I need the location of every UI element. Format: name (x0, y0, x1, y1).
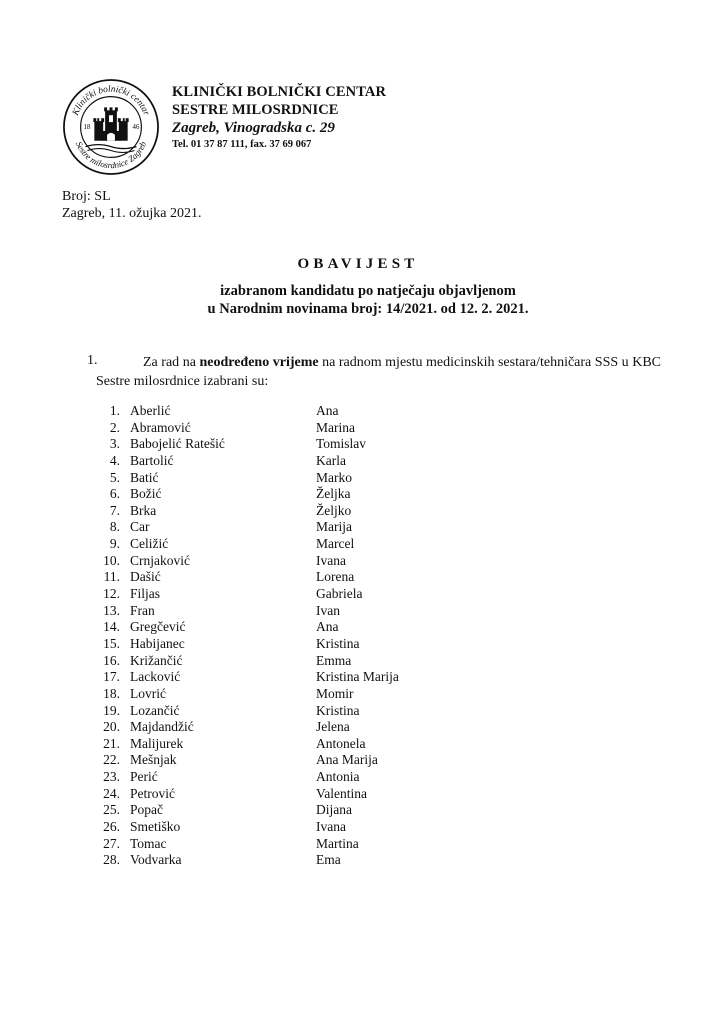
candidate-list (0, 403, 716, 869)
list-item (0, 436, 716, 453)
candidate-surname: Malijurek (130, 735, 184, 751)
candidate-surname: Lovrić (130, 685, 166, 701)
candidate-first-name: Jelena (316, 719, 350, 735)
list-item (0, 653, 716, 670)
candidate-number: 14. (103, 619, 120, 635)
candidate-first-name: Dijana (316, 802, 352, 818)
candidate-number: 8. (109, 519, 120, 535)
candidate-surname: Tomac (130, 835, 167, 851)
candidate-number: 3. (109, 436, 120, 452)
candidate-number: 21. (103, 735, 120, 751)
candidate-surname: Car (130, 519, 150, 535)
list-item (0, 586, 716, 603)
candidate-first-name: Momir (316, 685, 354, 701)
candidate-number: 26. (103, 819, 120, 835)
candidate-surname: Dašić (130, 569, 161, 585)
candidate-number: 13. (103, 602, 120, 618)
document-subtitle-line2: u Narodnim novinama broj: 14/2021. od 12. 2. 2021. (207, 301, 529, 317)
candidate-surname: Aberlić (130, 403, 171, 418)
list-item (0, 503, 716, 520)
candidate-number: 16. (103, 652, 120, 668)
candidate-first-name: Željko (316, 502, 352, 518)
candidate-surname: Filjas (130, 586, 161, 602)
list-item (0, 852, 716, 869)
candidate-surname: Habijanec (130, 635, 185, 651)
candidate-number: 6. (109, 486, 120, 502)
list-item (0, 453, 716, 470)
candidate-surname: Bartolić (130, 452, 174, 468)
candidate-first-name: Emma (316, 652, 352, 668)
candidate-surname: Popač (130, 802, 163, 818)
candidate-number: 27. (103, 835, 120, 851)
candidate-first-name: Lorena (316, 569, 355, 585)
candidate-surname: Gregčević (130, 619, 186, 635)
candidate-surname: Božić (130, 486, 162, 502)
candidate-first-name: Ivan (316, 602, 340, 618)
candidate-number: 17. (103, 669, 120, 685)
list-item (0, 403, 716, 420)
document-meta (62, 188, 201, 222)
list-item (0, 703, 716, 720)
candidate-first-name: Marija (316, 519, 352, 535)
candidate-number: 4. (109, 452, 120, 468)
list-item (0, 603, 716, 620)
institution-header (172, 84, 386, 153)
candidate-surname: Babojelić Ratešić (130, 436, 225, 452)
candidate-first-name: Ivana (316, 552, 346, 568)
candidate-number: 20. (103, 719, 120, 735)
list-item (0, 636, 716, 653)
list-item (0, 786, 716, 803)
candidate-number: 25. (103, 802, 120, 818)
candidate-first-name: Željka (316, 486, 351, 502)
candidate-surname: Brka (130, 502, 157, 518)
item-number: 1. (87, 353, 98, 368)
institution-name-line2: SESTRE MILOSRDNICE (172, 101, 339, 118)
list-item (0, 669, 716, 686)
candidate-number: 19. (103, 702, 120, 718)
list-item (0, 569, 716, 586)
candidate-first-name: Tomislav (316, 436, 367, 452)
seal-ring-text-top: Klinički bolnički centar (70, 84, 152, 118)
candidate-first-name: Kristina (316, 635, 360, 651)
item-text-before: Za rad na (143, 355, 200, 370)
candidate-surname: Abramović (130, 419, 191, 435)
candidate-first-name: Ivana (316, 819, 346, 835)
candidate-number: 12. (103, 586, 120, 602)
list-item (0, 719, 716, 736)
candidate-surname: Majdandžić (130, 719, 194, 735)
candidate-surname: Fran (130, 602, 155, 618)
list-item (0, 752, 716, 769)
list-item (0, 519, 716, 536)
institution-address: Zagreb, Vinogradska c. 29 (172, 120, 335, 136)
candidate-number: 11. (103, 569, 120, 585)
item-text-after: na radnom mjestu medicinskih sestara/tehničara SSS u KBC Sestre milosrdnice izabrani su: (96, 355, 661, 389)
institution-name-line1: KLINIČKI BOLNIČKI CENTAR (172, 84, 387, 100)
candidate-surname: Mešnjak (130, 752, 177, 768)
list-item (0, 486, 716, 503)
list-item (0, 420, 716, 437)
seal-year-left: 18 (83, 123, 91, 131)
candidate-number: 2. (109, 419, 120, 435)
candidate-first-name: Kristina Marija (316, 669, 399, 685)
list-item (0, 553, 716, 570)
list-item (0, 836, 716, 853)
candidate-surname: Smetiško (130, 819, 181, 835)
candidate-number: 1. (109, 403, 120, 418)
item-paragraph (96, 353, 661, 391)
list-item (0, 470, 716, 487)
document-date: Zagreb, 11. ožujka 2021. (62, 206, 202, 221)
document-title: OBAVIJEST (297, 256, 419, 272)
candidate-number: 15. (103, 635, 120, 651)
candidate-number: 10. (103, 552, 120, 568)
candidate-number: 22. (103, 752, 120, 768)
candidate-surname: Perić (130, 769, 158, 785)
candidate-number: 24. (103, 785, 120, 801)
list-item (0, 802, 716, 819)
list-item (0, 536, 716, 553)
candidate-first-name: Gabriela (316, 586, 363, 602)
candidate-first-name: Marko (316, 469, 352, 485)
seal-ring-text-bottom: Sestre milosrdnice Zagreb (73, 140, 149, 171)
candidate-surname: Celižić (130, 536, 169, 552)
candidate-first-name: Ema (316, 852, 341, 868)
candidate-first-name: Valentina (316, 785, 367, 801)
candidate-surname: Petrović (130, 785, 175, 801)
candidate-surname: Vodvarka (130, 852, 182, 868)
document-subtitle-line1: izabranom kandidatu po natječaju objavljenom (220, 283, 516, 299)
list-item (0, 736, 716, 753)
candidate-number: 23. (103, 769, 120, 785)
candidate-number: 18. (103, 685, 120, 701)
candidate-first-name: Marina (316, 419, 355, 435)
candidate-number: 5. (109, 469, 120, 485)
candidate-first-name: Ana Marija (316, 752, 378, 768)
candidate-surname: Crnjaković (130, 552, 190, 568)
candidate-first-name: Ana (316, 403, 339, 418)
list-item (0, 619, 716, 636)
list-item (0, 686, 716, 703)
candidate-surname: Križančić (130, 652, 183, 668)
candidate-number: 28. (103, 852, 120, 868)
hospital-seal-logo (62, 78, 160, 176)
institution-contact: Tel. 01 37 87 111, fax. 37 69 067 (172, 139, 312, 150)
seal-year-right: 46 (132, 123, 140, 131)
candidate-surname: Lozančić (130, 702, 180, 718)
candidate-first-name: Kristina (316, 702, 360, 718)
candidate-first-name: Antonia (316, 769, 360, 785)
list-item (0, 769, 716, 786)
candidate-first-name: Ana (316, 619, 339, 635)
candidate-surname: Batić (130, 469, 159, 485)
reference-number: Broj: SL (62, 189, 111, 204)
item-text-bold: neodređeno vrijeme (199, 355, 319, 370)
candidate-first-name: Martina (316, 835, 359, 851)
candidate-first-name: Marcel (316, 536, 355, 552)
candidate-first-name: Antonela (316, 735, 366, 751)
candidate-number: 7. (109, 502, 120, 518)
list-item (0, 819, 716, 836)
candidate-first-name: Karla (316, 452, 346, 468)
candidate-number: 9. (109, 536, 120, 552)
candidate-surname: Lacković (130, 669, 181, 685)
